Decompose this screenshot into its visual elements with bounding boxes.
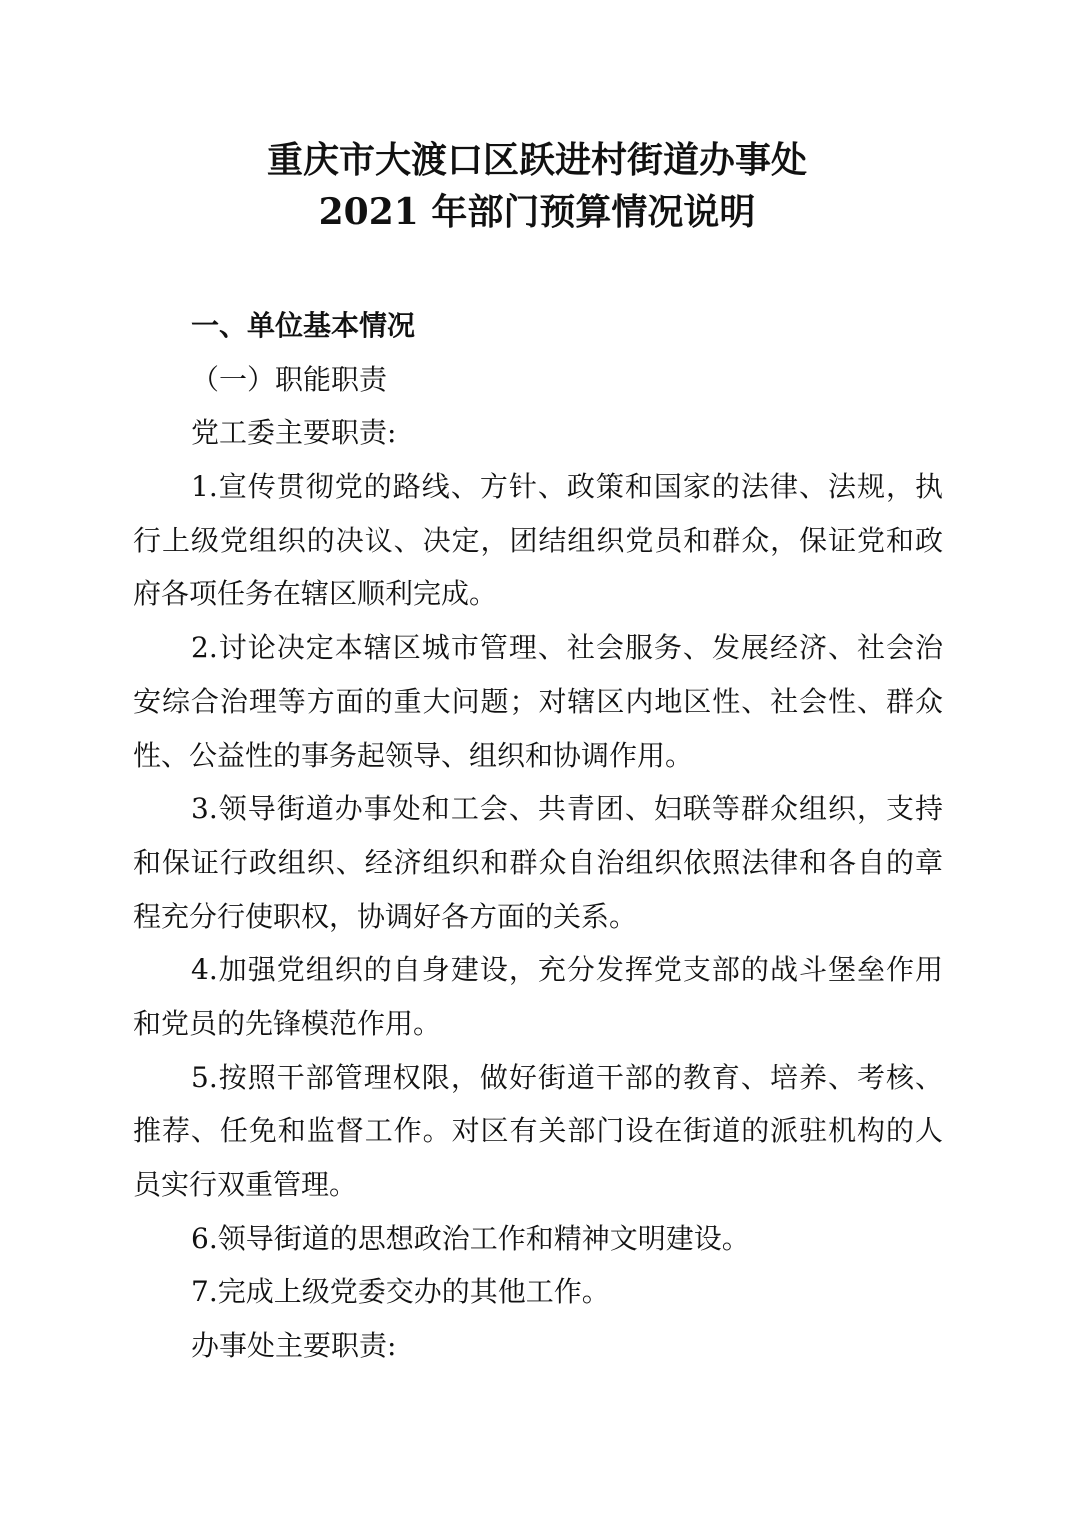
duty-list bbox=[133, 460, 943, 1319]
section-heading: 一、单位基本情况 bbox=[191, 309, 416, 342]
paragraph-line: 程充分行使职权，协调好各方面的关系。 bbox=[133, 899, 638, 933]
paragraph-line: 性、公益性的事务起领导、组织和协调作用。 bbox=[133, 738, 694, 772]
duty-paragraph bbox=[133, 1051, 943, 1212]
document-body bbox=[133, 299, 943, 1373]
paragraph-line: 4.加强党组织的自身建设，充分发挥党支部的战斗堡垒作用 bbox=[191, 953, 943, 987]
duty-paragraph bbox=[133, 1265, 943, 1319]
party-duties-label: 党工委主要职责: bbox=[191, 416, 397, 450]
duty-paragraph bbox=[133, 943, 943, 1050]
title-line-2: 2021 年部门预算情况说明 bbox=[318, 191, 756, 233]
duty-paragraph bbox=[133, 460, 943, 621]
paragraph-line: 安综合治理等方面的重大问题；对辖区内地区性、社会性、群众 bbox=[133, 684, 943, 718]
paragraph-line: 推荐、任免和监督工作。对区有关部门设在街道的派驻机构的人 bbox=[133, 1114, 943, 1148]
paragraph-line: 员实行双重管理。 bbox=[133, 1168, 358, 1201]
duty-paragraph bbox=[133, 621, 943, 782]
paragraph-line: 1.宣传贯彻党的路线、方针、政策和国家的法律、法规，执 bbox=[191, 470, 943, 504]
document-title bbox=[0, 134, 1074, 238]
subsection-heading: （一）职能职责 bbox=[191, 362, 388, 396]
office-duties-label: 办事处主要职责: bbox=[191, 1329, 397, 1363]
title-line-1: 重庆市大渡口区跃进村街道办事处 bbox=[266, 139, 807, 181]
duty-paragraph bbox=[133, 782, 943, 943]
paragraph-line: 行上级党组织的决议、决定，团结组织党员和群众，保证党和政 bbox=[133, 523, 943, 557]
paragraph-line: 3.领导街道办事处和工会、共青团、妇联等群众组织，支持 bbox=[191, 792, 943, 826]
paragraph-line: 和保证行政组织、经济组织和群众自治组织依照法律和各自的章 bbox=[133, 845, 943, 879]
paragraph-line: 6.领导街道的思想政治工作和精神文明建设。 bbox=[191, 1221, 750, 1255]
paragraph-line: 和党员的先锋模范作用。 bbox=[133, 1006, 442, 1040]
paragraph-line: 府各项任务在辖区顺利完成。 bbox=[133, 577, 498, 611]
duty-paragraph bbox=[133, 1212, 943, 1266]
paragraph-line: 5.按照干部管理权限，做好街道干部的教育、培养、考核、 bbox=[191, 1060, 943, 1094]
paragraph-line: 7.完成上级党委交办的其他工作。 bbox=[191, 1275, 610, 1309]
paragraph-line: 2.讨论决定本辖区城市管理、社会服务、发展经济、社会治 bbox=[191, 631, 943, 665]
